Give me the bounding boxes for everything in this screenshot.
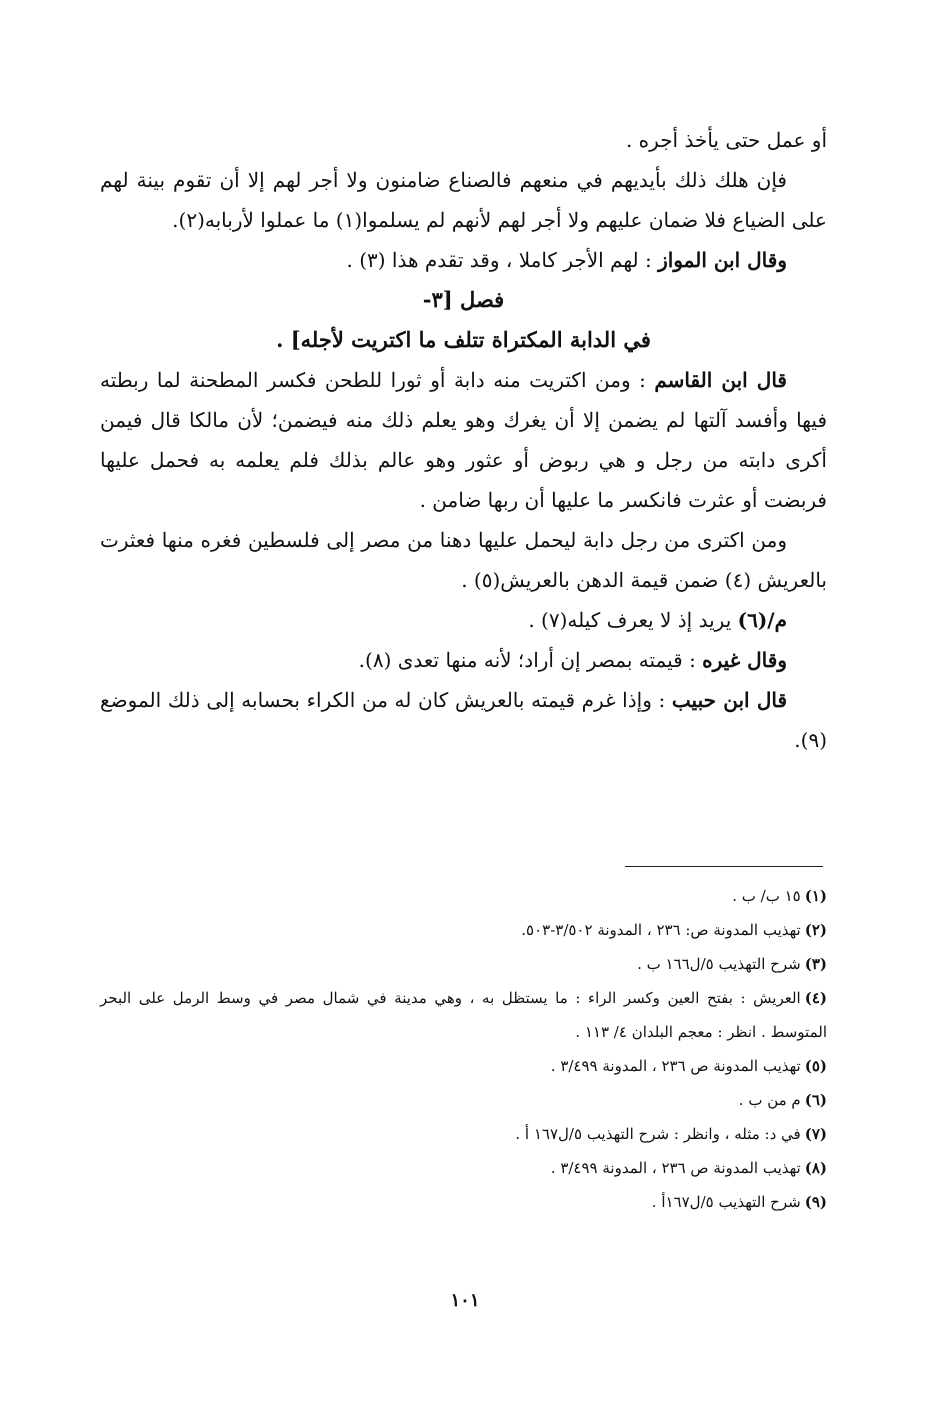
paragraph-7-text: : قيمته بمصر إن أراد؛ لأنه منها تعدى (٨). xyxy=(358,648,703,672)
footnote-text: في د: مثله ، وانظر : شرح التهذيب ٥/ل١٦٧ أ . xyxy=(515,1125,801,1143)
footnote-text: م من ب . xyxy=(738,1091,801,1109)
footnote-text: تهذيب المدونة ص: ٢٣٦ ، المدونة ٣/٥٠٢-٥٠٣. xyxy=(521,921,801,939)
paragraph-3 xyxy=(100,240,827,280)
footnote-text: العريش : بفتح العين وكسر الراء : ما يستظل به ، وهي مدينة في شمال مصر في وسط الرمل على البحر المتوسط . انظر : معجم البلدان ٤/ ١١٣ . xyxy=(100,989,827,1041)
footnote-number: (٥) xyxy=(804,1057,827,1075)
footnote-text: شرح التهذيب ٥/ل١٦٧أ . xyxy=(651,1193,801,1211)
section-title: فصل [٣- xyxy=(422,287,505,312)
speaker-label: قال ابن حبيب xyxy=(671,688,788,712)
paragraph-5: ومن اكترى من رجل دابة ليحمل عليها دهنا من مصر إلى فلسطين فغره منها فعثرت بالعريش (٤) ضمن قيمة الدهن بالعريش(٥) . xyxy=(100,528,827,592)
footnote xyxy=(100,947,827,981)
speaker-label: وقال ابن المواز xyxy=(658,248,787,272)
footnote xyxy=(100,913,827,947)
footnote xyxy=(100,1117,827,1151)
footnote-text: تهذيب المدونة ص ٢٣٦ ، المدونة ٣/٤٩٩ . xyxy=(550,1159,801,1177)
section-subtitle: في الدابة المكتراة تتلف ما اكتريت لأجله] . xyxy=(276,327,651,352)
paragraph-1: أو عمل حتى يأخذ أجره . xyxy=(625,128,827,152)
footnote-text: ١٥ ب/ ب . xyxy=(732,887,801,905)
footnote-number: (٤) xyxy=(804,989,827,1007)
footnote-number: (٣) xyxy=(804,955,827,973)
footnote-text: تهذيب المدونة ص ٢٣٦ ، المدونة ٣/٤٩٩ . xyxy=(550,1057,801,1075)
footnote-number: (٨) xyxy=(804,1159,827,1177)
footnote xyxy=(100,879,827,913)
paragraph-4 xyxy=(100,360,827,520)
speaker-label: وقال غيره xyxy=(702,648,787,672)
paragraph-8-text: : وإذا غرم قيمته بالعريش كان له من الكراء بحسابه إلى ذلك الموضع (٩). xyxy=(100,688,827,752)
footnote-number: (٦) xyxy=(804,1091,827,1109)
footnote-number: (٩) xyxy=(804,1193,827,1211)
paragraph-6 xyxy=(100,600,827,640)
main-text xyxy=(100,120,827,760)
footnote xyxy=(100,1083,827,1117)
footnote-divider xyxy=(625,866,823,867)
footnote-number: (٢) xyxy=(804,921,827,939)
footnote xyxy=(100,1185,827,1219)
page-number: ١٠١ xyxy=(450,1290,480,1311)
speaker-label: قال ابن القاسم xyxy=(654,368,787,392)
paragraph-6-text: يريد إذ لا يعرف كيله(٧) . xyxy=(528,608,738,632)
footnote xyxy=(100,1151,827,1185)
paragraph-4-text: : ومن اكتريت منه دابة أو ثورا للطحن فكسر المطحنة لما ربطته فيها وأفسد آلتها لم يضمن إلا أن يغرك وهو يعلم ذلك منه فيضمن؛ لأن مالكا قال فيمن أكرى دابته من رجل و هي ربوض أو عثور وهو عالم بذلك فلم يعلمه به فحمل عليها فربضت أو عثرت فانكسر ما عليها أن ربها ضامن . xyxy=(100,368,827,512)
speaker-label: م/(٦) xyxy=(737,608,787,632)
footnote-number: (١) xyxy=(804,887,827,905)
paragraph-7 xyxy=(100,640,827,680)
footnote xyxy=(100,1049,827,1083)
footnote xyxy=(100,981,827,1049)
paragraph-3-text: : لهم الأجر كاملا ، وقد تقدم هذا (٣) . xyxy=(346,248,659,272)
paragraph-2: فإن هلك ذلك بأيديهم في منعهم فالصناع ضامنون ولا أجر لهم إلا أن تقوم بينة لهم على الضياع فلا ضمان عليهم ولا أجر لهم لأنهم لم يسلموا(١) ما عملوا لأربابه(٢). xyxy=(100,168,827,232)
footnote-number: (٧) xyxy=(804,1125,827,1143)
footnote-text: شرح التهذيب ٥/ل١٦٦ ب . xyxy=(637,955,801,973)
paragraph-8 xyxy=(100,680,827,760)
footnotes xyxy=(100,879,827,1219)
